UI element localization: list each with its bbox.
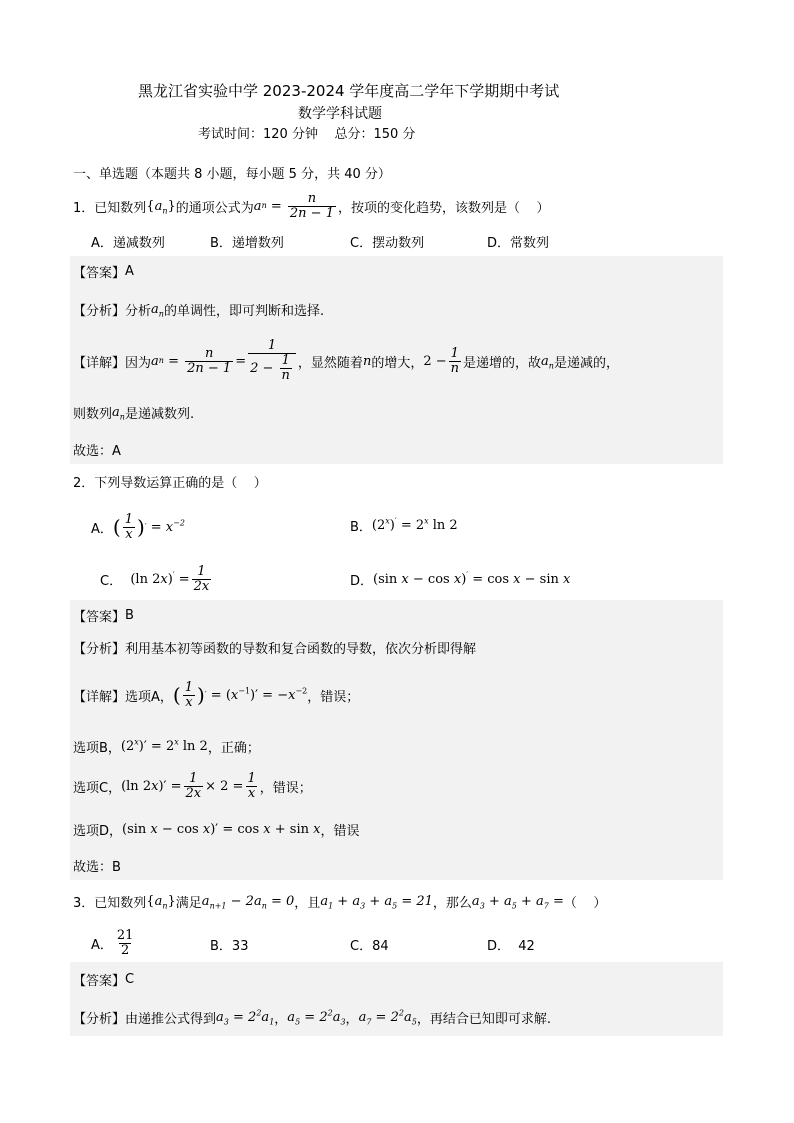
q1-answer — [73, 262, 134, 281]
q2-detail-d-verdict: ，错误 — [320, 824, 360, 839]
q1-option-c[interactable]: C．摆动数列 — [350, 236, 425, 251]
q2-detail-d-label: 选项D， — [73, 824, 123, 839]
q1-analysis-a: 分析 — [125, 304, 152, 319]
q2-detail-a-label: 选项A， — [125, 689, 173, 705]
q3-answer — [73, 970, 134, 989]
q1-analysis: 【分析】 分析 $a_n$ 的单调性，即可判断和选择. — [73, 302, 325, 319]
answer-value: A — [125, 264, 134, 279]
q2-detail-b-label: 选项B， — [73, 741, 121, 756]
q1-analysis-b: 的单调性，即可判断和选择. — [163, 304, 325, 319]
q1-detail2-b: 是递减数列. — [124, 407, 195, 422]
q2-opt-b-label: B． — [350, 520, 372, 535]
q1-detail: 【详解】 因为 a n = $\frac{n}{2n - 1}$ = 1 2 − $\frac{1}{n}$ ，显然随着 n 的增大， 2 − $\frac{1}{n}$ 是递增的，故 $a_n$ 是递减的， — [73, 338, 619, 383]
analysis-label: 【分析】 — [73, 642, 126, 657]
q1-formula: a n = $\frac{n}{2n - 1}$ — [253, 190, 334, 221]
answer-value: C — [125, 972, 135, 987]
q2-stem — [73, 472, 267, 491]
q3-stem: 3． 已知数列 $\{a_n\}$ 满足 $a_{n+1} - 2a_n = 0$ ，且 $a_1 + a_3 + a_5 = 21$ ，那么 $a_3 + a_5 + a_7$ = （ ） — [73, 894, 607, 911]
q2-analysis-text: 利用基本初等函数的导数和复合函数的导数，依次分析即得解 — [125, 642, 477, 657]
q1-conclusion: 故选：A — [73, 444, 121, 459]
q2-detail-b-verdict: ，正确； — [207, 741, 260, 756]
q3-stem-d: ，那么 — [432, 896, 472, 911]
exam-meta: 考试时间：120 分钟 总分：150 分 — [198, 127, 416, 142]
q3-option-d[interactable]: D． 42 — [487, 939, 535, 954]
exam-title: 黑龙江省实验中学 2023-2024 学年度高二学年下学期期中考试 — [138, 82, 560, 100]
q3-stem-b: 满足 — [175, 896, 202, 911]
q1-option-d[interactable]: D．常数列 — [487, 236, 550, 251]
q1-stem-a: 已知数列 — [94, 200, 147, 216]
detail-label: 【详解】 — [73, 355, 126, 371]
q1-detail-b: ，显然随着 — [297, 355, 363, 371]
answer-label: 【答案】 — [73, 974, 126, 989]
q3-option-c[interactable]: C．84 — [350, 939, 389, 954]
q3-analysis-b: ，再结合已知即可求解. — [416, 1012, 551, 1027]
analysis-label: 【分析】 — [73, 1012, 126, 1027]
q2-detail-c: 选项C， (ln 2x)′ = $\frac{1}{2x}$ × 2 = $\frac{1}{x}$ ，错误； — [73, 770, 312, 801]
q1-option-b[interactable]: B．递增数列 — [210, 236, 284, 251]
q2-detail-c-verdict: ，错误； — [259, 780, 312, 796]
q1-detail-2: 则数列 $a_n$ 是递减数列. — [73, 405, 195, 422]
q2-detail-c-label: 选项C， — [73, 780, 122, 796]
q1-detail-d: 是递增的，故 — [463, 355, 542, 371]
q3-analysis: 【分析】 由递推公式得到 $a_3 = 2^2a_1$ ， $a_5 = 2^2a_3$ ， $a_7 = 2^2a_5$ ，再结合已知即可求解. — [73, 1008, 551, 1027]
q2-stem-text: 下列导数运算正确的是（ ） — [94, 476, 267, 491]
q3-stem-a: 已知数列 — [94, 896, 147, 911]
q1-detail-c: 的增大， — [371, 355, 424, 371]
detail-label: 【详解】 — [73, 689, 126, 705]
q2-conclusion: 故选：B — [73, 860, 121, 875]
q2-opt-d-label: D． — [350, 574, 374, 589]
q1-detail-e: 是递减的， — [553, 355, 619, 371]
q2-answer — [73, 606, 134, 625]
q1-seq: $\{a_n\}$ — [146, 198, 176, 216]
q3-analysis-a: 由递推公式得到 — [125, 1012, 217, 1027]
q1-stem-c: ，按项的变化趋势，该数列是（ ） — [337, 200, 550, 216]
exam-subtitle: 数学学科试题 — [298, 106, 382, 122]
q3-option-a[interactable]: A． $\frac{21}{2}$ — [91, 927, 134, 958]
answer-label: 【答案】 — [73, 610, 126, 625]
q1-stem — [73, 190, 550, 222]
q1-number: 1． — [73, 200, 95, 216]
q1-stem-b: 的通项公式为 — [175, 200, 254, 216]
q2-opt-a-label: A． — [91, 521, 113, 537]
q2-option-c[interactable]: C． (ln 2x)′ = $\frac{1}{2x}$ — [100, 563, 210, 594]
q2-detail-d: 选项D， (sin x − cos x)′ = cos x + sin x ，错误 — [73, 822, 360, 839]
section-heading: 一、单选题（本题共 8 小题，每小题 5 分，共 40 分） — [73, 167, 391, 182]
q3-stem-e: （ ） — [563, 896, 607, 911]
q1-option-a[interactable]: A．递减数列 — [91, 236, 165, 251]
q2-detail-a-verdict: ，错误； — [307, 689, 360, 705]
q3-number: 3． — [73, 896, 95, 911]
q2-detail-b: 选项B， $(2^x)' = 2^x$ ln 2 ，正确； — [73, 737, 260, 756]
q2-opt-c-label: C． — [100, 573, 123, 589]
q3-option-b[interactable]: B．33 — [210, 939, 249, 954]
q1-detail-a: 因为 — [125, 355, 152, 371]
q3-stem-c: ，且 — [294, 896, 321, 911]
answer-label: 【答案】 — [73, 266, 126, 281]
q2-number: 2． — [73, 476, 95, 491]
q2-option-b[interactable]: B． $(2^x)' = 2^x$ ln 2 — [350, 516, 458, 535]
analysis-label: 【分析】 — [73, 304, 126, 319]
q2-option-a[interactable]: A． ( $\frac{1}{x}$ ) ′ = $x^{-2}$ — [91, 511, 185, 542]
q2-analysis — [73, 638, 476, 657]
q3-opt-a-label: A． — [91, 937, 113, 953]
q1-detail2-a: 则数列 — [73, 407, 113, 422]
answer-value: B — [125, 608, 134, 623]
q2-option-d[interactable]: D． (sin x − cos x)′ = cos x − sin x — [350, 570, 571, 589]
q2-detail-a: 【详解】 选项A， ( $\frac{1}{x}$ ) ′ = $(x^{-1})' = -x^{-2}$ ，错误； — [73, 679, 360, 710]
